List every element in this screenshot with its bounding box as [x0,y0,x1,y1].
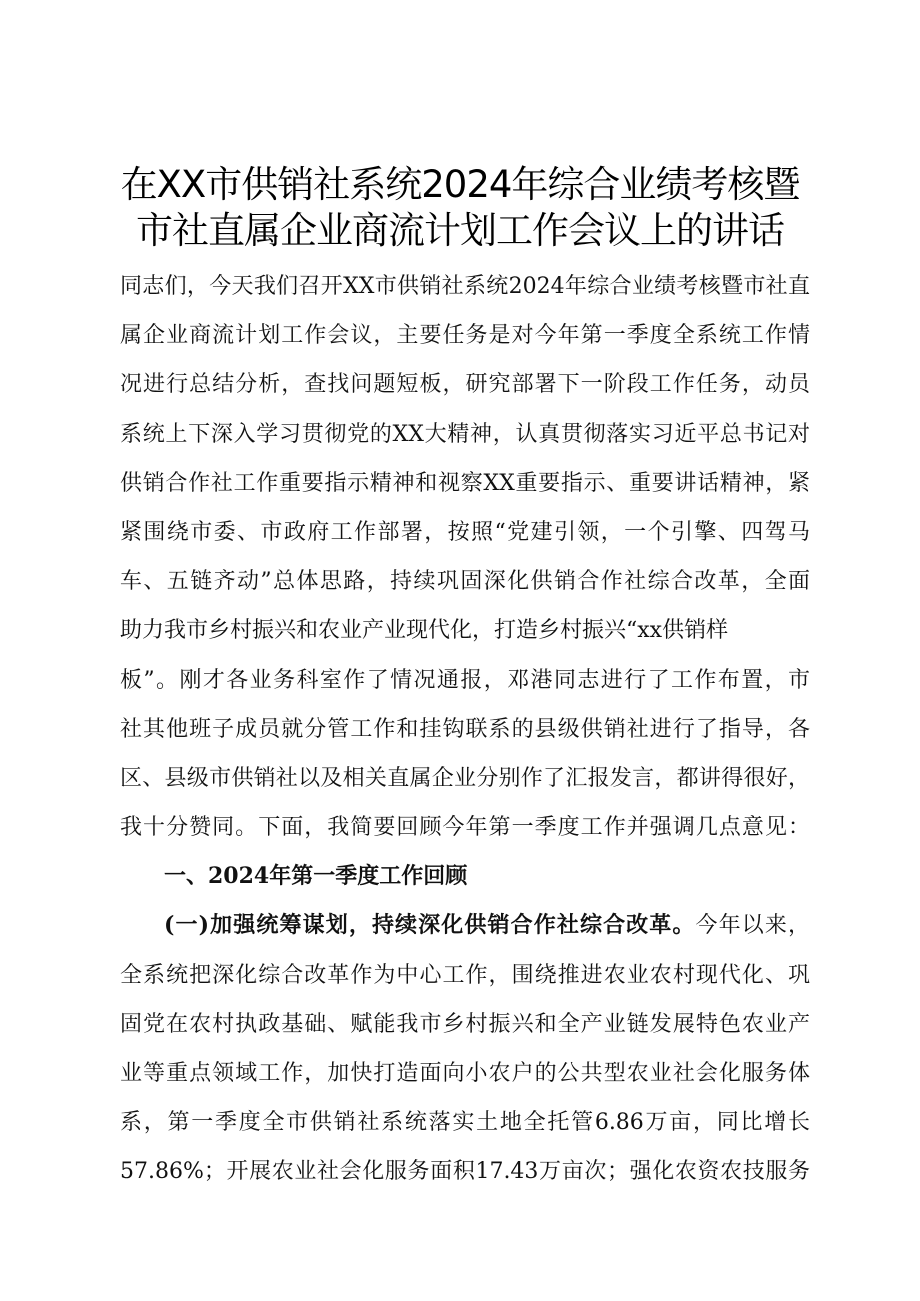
text-line: 区、县级市供销社以及相关直属企业分别作了汇报发言，都讲得很好， [120,765,810,791]
title-line-2: 市社直属企业商流计划工作会议上的讲话 [136,209,784,252]
subsection-heading: (一)加强统筹谋划，持续深化供销合作社综合改革。 [164,912,696,939]
section-heading: 一、2024年第一季度工作回顾 [164,863,468,890]
text-line: 系统上下深入学习贯彻党的XX大精神，认真贯彻落实习近平总书记对 [120,421,810,447]
text-line: 全系统把深化综合改革作为中心工作，围绕推进农业农村现代化、巩 [120,962,810,988]
text-line: 供销合作社工作重要指示精神和视察XX重要指示、重要讲话精神，紧 [120,470,810,496]
paragraph-lead-text: 今年以来， [695,913,810,939]
text-line: 紧围绕市委、市政府工作部署，按照“党建引领，一个引擎、四驾马 [120,519,810,545]
text-line: 业等重点领域工作，加快打造面向小农户的公共型农业社会化服务体 [120,1061,810,1086]
document-title [0,162,920,254]
title-line-1: 在XX市供销社系统2024年综合业绩考核暨 [120,163,800,206]
text-line: 板”。刚才各业务科室作了情况通报，邓港同志进行了工作布置，市 [120,667,810,693]
text-line: 固党在农村执政基础、赋能我市乡村振兴和全产业链发展特色农业产 [120,1011,810,1037]
text-line: 我十分赞同。下面，我简要回顾今年第一季度工作并强调几点意见： [120,815,810,841]
text-line: 助力我市乡村振兴和农业产业现代化，打造乡村振兴“xx供销样 [120,618,729,644]
text-line: 属企业商流计划工作会议，主要任务是对今年第一季度全系统工作情 [120,323,810,349]
document-body [120,262,810,1197]
text-line: 况进行总结分析，查找问题短板，研究部署下一阶段工作任务，动员 [120,372,810,398]
paragraph-opening [120,262,810,852]
text-line: 社其他班子成员就分管工作和挂钩联系的县级供销社进行了指导，各 [120,716,810,742]
text-line [120,901,810,950]
paragraph-section-1 [120,901,810,1196]
text-line: 同志们，今天我们召开XX市供销社系统2024年综合业绩考核暨市社直 [120,274,810,299]
text-line: 车、五链齐动”总体思路，持续巩固深化供销合作社综合改革，全面 [120,569,810,595]
text-line: 系，第一季度全市供销社系统落实土地全托管6.86万亩，同比增长 [120,1110,810,1136]
text-line: 57.86%；开展农业社会化服务面积17.43万亩次；强化农资农技服务 [120,1159,810,1185]
